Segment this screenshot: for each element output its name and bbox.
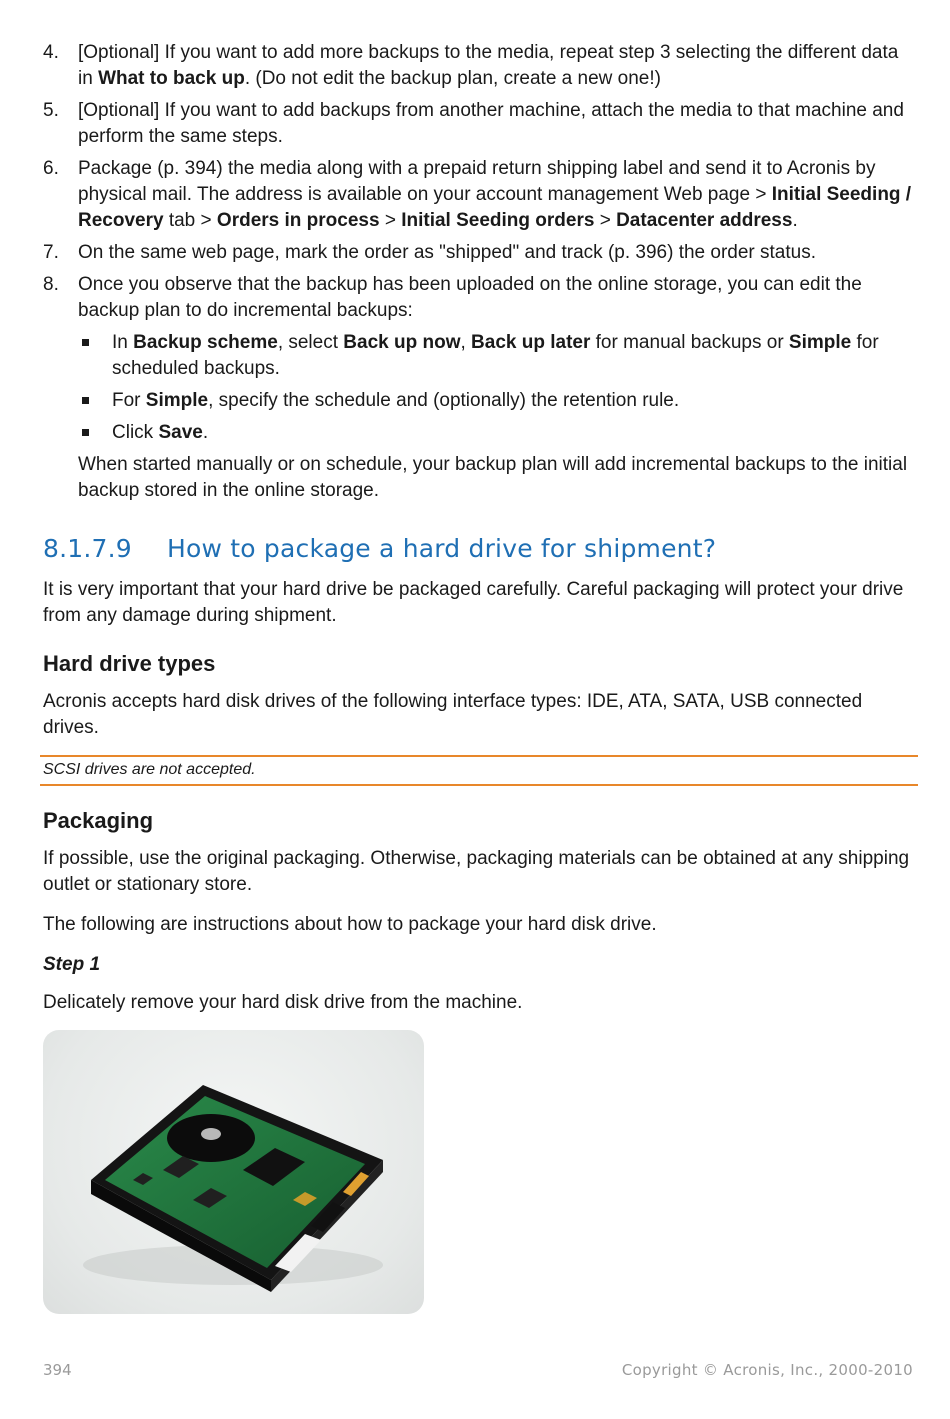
hard-drive-photo	[43, 1030, 424, 1314]
square-bullet-icon	[82, 339, 89, 346]
subheading-packaging: Packaging	[43, 808, 154, 833]
ui-term: Orders in process	[216, 210, 380, 231]
ui-term: Simple	[145, 390, 209, 411]
square-bullet-icon	[82, 429, 89, 436]
ui-term: Back up now	[343, 332, 461, 353]
list-item: 4. [Optional] If you want to add more backups to the media, repeat step 3 selecting the different data in What to back up. (Do not edit the backup plan, create a new one!)	[43, 42, 899, 89]
ui-term: Backup scheme	[133, 332, 278, 353]
substep-list	[78, 330, 915, 446]
step-number: 5.	[43, 100, 59, 121]
list-item: 6. Package (p. 394) the media along with a prepaid return shipping label and send it to Acronis by physical mail. The address is available on your account management Web page > Initial Seeding / Recovery tab > Orders in process > Initial Seeding orders > Datacenter address.	[43, 158, 912, 231]
hard-drive-types-text: Acronis accepts hard disk drives of the following interface types: IDE, ATA, SATA, USB connected drives.	[43, 691, 863, 738]
packaging-para-1: If possible, use the original packaging. Otherwise, packaging materials can be obtained at any shipping outlet or stationary store.	[43, 848, 910, 895]
section-title: How to package a hard drive for shipment?	[167, 534, 717, 563]
copyright-notice: Copyright © Acronis, Inc., 2000-2010	[621, 1361, 913, 1379]
step-number: 6.	[43, 158, 59, 179]
list-item: For Simple, specify the schedule and (optionally) the retention rule.	[78, 388, 915, 414]
list-item: 7. On the same web page, mark the order as "shipped" and track (p. 396) the order status.	[43, 240, 915, 266]
ui-term: Simple	[788, 332, 852, 353]
ui-term: Save	[158, 422, 203, 443]
packaging-para-2: The following are instructions about how to package your hard disk drive.	[43, 914, 657, 935]
step-text: Delicately remove your hard disk drive from the machine.	[43, 992, 523, 1013]
step-number: 7.	[43, 242, 59, 263]
ui-term: What to back up	[98, 68, 245, 89]
list-item: 8. Once you observe that the backup has been uploaded on the online storage, you can edit the backup plan to do incremental backups: In Backup scheme, select Back up now, Back up later for manual backups or Simple for scheduled backups. For Simple, specify the schedule and (optionally) the retention rule. Click Save. When started manually or on schedule, your backup plan will add incremental backups to the initial backup stored in the online storage.	[43, 272, 915, 504]
section-heading	[43, 534, 915, 563]
ui-term: Datacenter address	[616, 210, 793, 231]
section-number: 8.1.7.9	[43, 534, 132, 563]
subheading-hard-drive-types: Hard drive types	[43, 651, 216, 676]
page-content	[43, 40, 915, 1314]
ui-term: Initial Seeding / Recovery	[78, 184, 912, 231]
page-number: 394	[43, 1361, 72, 1379]
hard-drive-illustration	[43, 1030, 424, 1314]
section-intro: It is very important that your hard drive be packaged carefully. Careful packaging will protect your drive from any damage during shipment.	[43, 579, 904, 626]
ui-term: Initial Seeding orders	[401, 210, 595, 231]
step-note: When started manually or on schedule, your backup plan will add incremental backups to the initial backup stored in the online storage.	[78, 454, 908, 501]
square-bullet-icon	[82, 397, 89, 404]
step-number: 4.	[43, 42, 59, 63]
note-callout: SCSI drives are not accepted.	[40, 755, 918, 786]
list-item: Click Save.	[78, 420, 915, 446]
ui-term: Back up later	[471, 332, 591, 353]
procedure-steps	[43, 40, 915, 504]
list-item: 5. [Optional] If you want to add backups from another machine, attach the media to that machine and perform the same steps.	[43, 100, 904, 147]
list-item: In Backup scheme, select Back up now, Back up later for manual backups or Simple for scheduled backups.	[78, 330, 915, 382]
step-number: 8.	[43, 274, 59, 295]
step-title: Step 1	[43, 954, 101, 975]
